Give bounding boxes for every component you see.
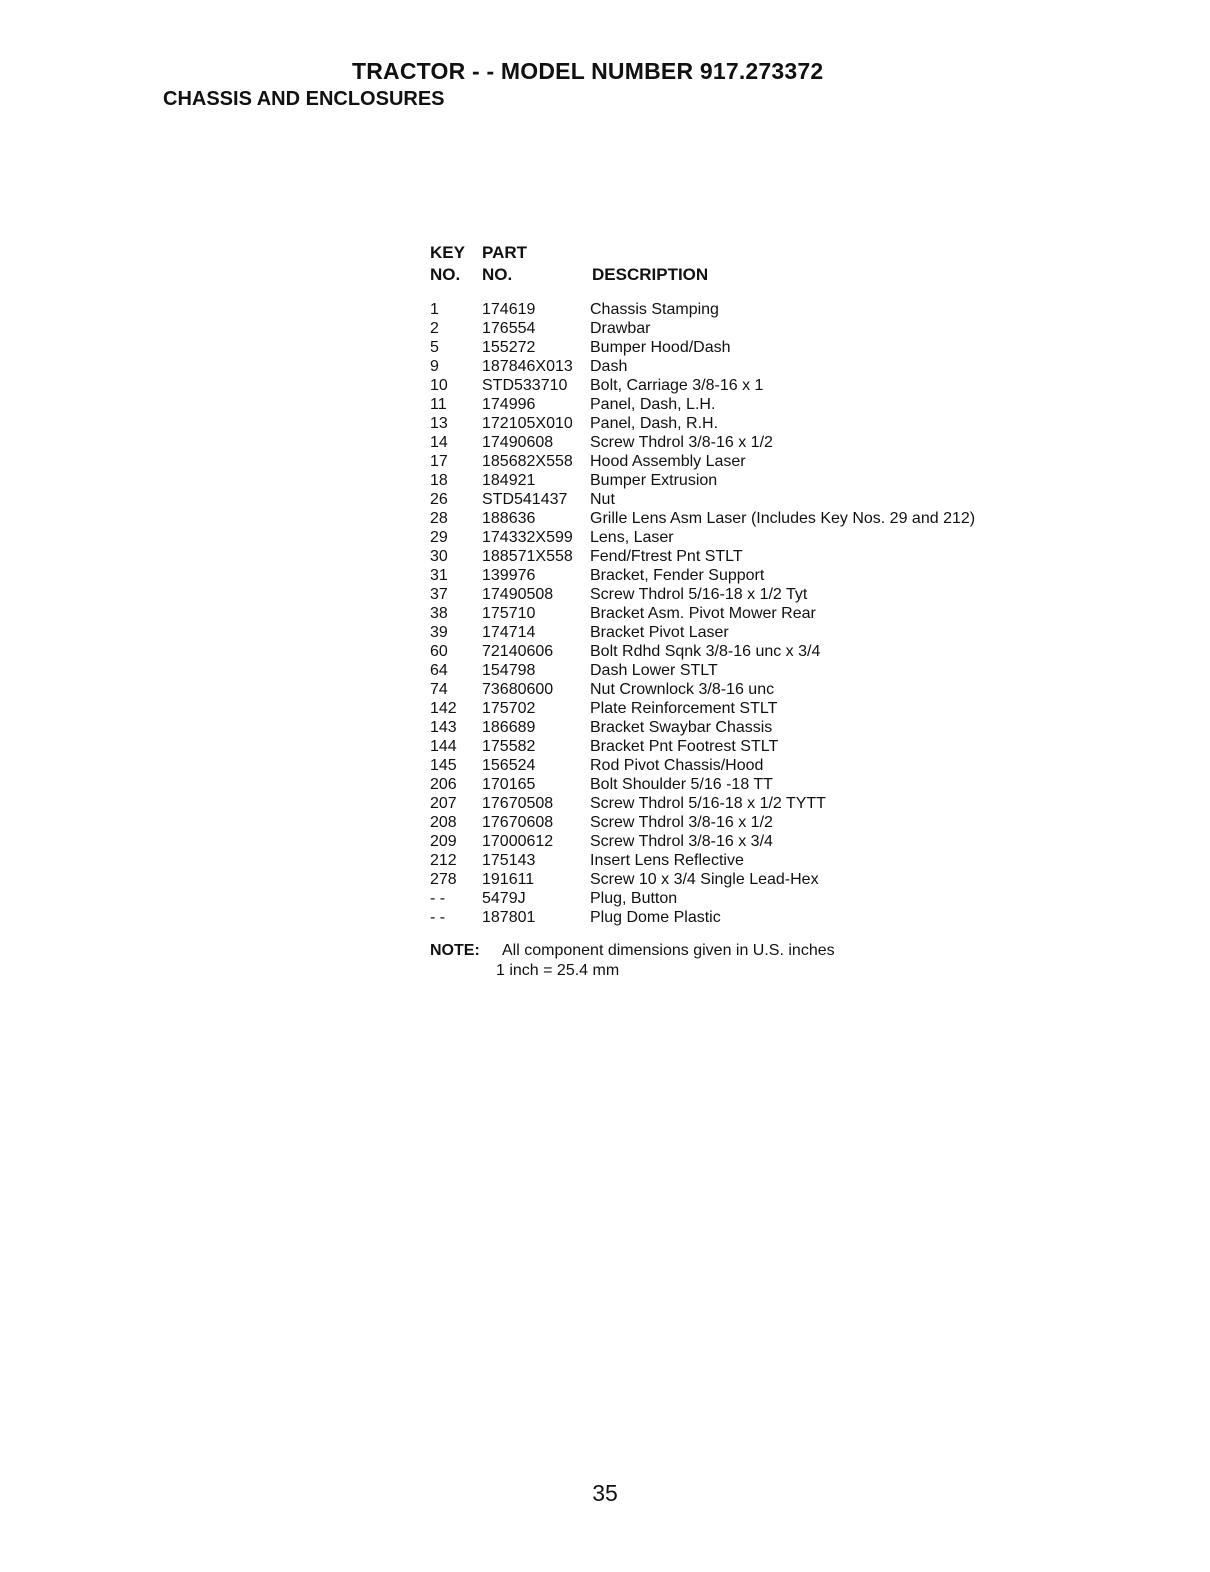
row-part-no: STD533710	[482, 377, 568, 394]
note-conversion: 1 inch = 25.4 mm	[496, 962, 620, 979]
header-key-line1: KEY	[430, 243, 465, 262]
row-key-no: 18	[430, 472, 448, 489]
row-description: Screw Thdrol 3/8-16 x 1/2	[590, 814, 773, 831]
row-part-no: 17670608	[482, 814, 554, 831]
row-key-no: 207	[430, 795, 457, 812]
row-description: Nut	[590, 491, 615, 508]
row-key-no: 28	[430, 510, 448, 527]
row-key-no: 39	[430, 624, 448, 641]
row-description: Chassis Stamping	[590, 301, 719, 318]
row-key-no: 30	[430, 548, 448, 565]
row-key-no: 60	[430, 643, 448, 660]
row-part-no: 176554	[482, 320, 536, 337]
row-part-no: 155272	[482, 339, 536, 356]
row-key-no: 13	[430, 415, 448, 432]
row-key-no: 1	[430, 301, 439, 318]
header-key-line2: NO.	[430, 265, 461, 284]
row-part-no: 154798	[482, 662, 536, 679]
row-key-no: 143	[430, 719, 457, 736]
row-part-no: 72140606	[482, 643, 554, 660]
header-description: DESCRIPTION	[592, 265, 709, 284]
row-key-no: 209	[430, 833, 457, 850]
row-part-no: 17490508	[482, 586, 554, 603]
note-label: NOTE:	[430, 942, 480, 959]
page-title: TRACTOR - - MODEL NUMBER 917.273372	[352, 58, 824, 84]
row-description: Bracket Swaybar Chassis	[590, 719, 773, 736]
row-key-no: 10	[430, 377, 448, 394]
row-part-no: 5479J	[482, 890, 526, 907]
row-part-no: 175582	[482, 738, 536, 755]
row-part-no: 175143	[482, 852, 536, 869]
row-description: Nut Crownlock 3/8-16 unc	[590, 681, 775, 698]
row-description: Screw Thdrol 3/8-16 x 1/2	[590, 434, 773, 451]
row-description: Bracket, Fender Support	[590, 567, 765, 584]
row-description: Bumper Hood/Dash	[590, 339, 731, 356]
row-part-no: 174996	[482, 396, 536, 413]
row-key-no: 206	[430, 776, 457, 793]
row-description: Bracket Pnt Footrest STLT	[590, 738, 779, 755]
row-key-no: 278	[430, 871, 457, 888]
row-key-no: 64	[430, 662, 448, 679]
row-part-no: 172105X010	[482, 415, 573, 432]
row-description: Panel, Dash, R.H.	[590, 415, 719, 432]
note-text: All component dimensions given in U.S. inches	[502, 942, 835, 959]
row-key-no: 5	[430, 339, 439, 356]
row-key-no: 37	[430, 586, 448, 603]
row-part-no: 17670508	[482, 795, 554, 812]
row-key-no: 2	[430, 320, 439, 337]
row-part-no: 170165	[482, 776, 536, 793]
row-key-no: - -	[430, 890, 446, 907]
row-description: Drawbar	[590, 320, 651, 337]
row-part-no: 186689	[482, 719, 536, 736]
row-key-no: 9	[430, 358, 439, 375]
row-part-no: 187801	[482, 909, 536, 926]
row-part-no: 174714	[482, 624, 536, 641]
row-part-no: 191611	[482, 871, 535, 888]
row-description: Dash Lower STLT	[590, 662, 718, 679]
row-part-no: 17490608	[482, 434, 554, 451]
row-description: Plate Reinforcement STLT	[590, 700, 778, 717]
header-part-line2: NO.	[482, 265, 513, 284]
row-part-no: 188571X558	[482, 548, 573, 565]
row-description: Screw 10 x 3/4 Single Lead-Hex	[590, 871, 819, 888]
row-description: Panel, Dash, L.H.	[590, 396, 716, 413]
row-description: Lens, Laser	[590, 529, 674, 546]
row-description: Bumper Extrusion	[590, 472, 718, 489]
row-description: Bolt, Carriage 3/8-16 x 1	[590, 377, 764, 394]
row-key-no: - -	[430, 909, 446, 926]
row-key-no: 144	[430, 738, 457, 755]
header-part-line1: PART	[482, 243, 528, 262]
page-number: 35	[592, 1480, 618, 1506]
row-key-no: 142	[430, 700, 457, 717]
row-part-no: 175702	[482, 700, 536, 717]
row-key-no: 212	[430, 852, 457, 869]
row-part-no: 187846X013	[482, 358, 573, 375]
row-description: Bolt Rdhd Sqnk 3/8-16 unc x 3/4	[590, 643, 821, 660]
row-part-no: 139976	[482, 567, 536, 584]
row-description: Grille Lens Asm Laser (Includes Key Nos. 29 and 212)	[590, 510, 976, 527]
row-description: Bolt Shoulder 5/16 -18 TT	[590, 776, 773, 793]
row-part-no: 184921	[482, 472, 536, 489]
row-key-no: 11	[430, 396, 447, 413]
row-description: Hood Assembly Laser	[590, 453, 746, 470]
row-key-no: 74	[430, 681, 448, 698]
row-description: Insert Lens Reflective	[590, 852, 744, 869]
row-key-no: 14	[430, 434, 448, 451]
row-part-no: 185682X558	[482, 453, 573, 470]
row-part-no: 174332X599	[482, 529, 573, 546]
row-description: Screw Thdrol 5/16-18 x 1/2 TYTT	[590, 795, 826, 812]
row-part-no: 73680600	[482, 681, 554, 698]
row-part-no: 174619	[482, 301, 536, 318]
row-part-no: STD541437	[482, 491, 568, 508]
row-description: Fend/Ftrest Pnt STLT	[590, 548, 743, 565]
row-key-no: 145	[430, 757, 457, 774]
row-key-no: 17	[430, 453, 448, 470]
row-description: Bracket Pivot Laser	[590, 624, 729, 641]
row-key-no: 26	[430, 491, 448, 508]
row-description: Rod Pivot Chassis/Hood	[590, 757, 764, 774]
row-key-no: 29	[430, 529, 448, 546]
row-part-no: 188636	[482, 510, 536, 527]
row-part-no: 175710	[482, 605, 536, 622]
row-part-no: 17000612	[482, 833, 554, 850]
row-description: Plug Dome Plastic	[590, 909, 721, 926]
row-description: Dash	[590, 358, 628, 375]
row-description: Screw Thdrol 3/8-16 x 3/4	[590, 833, 773, 850]
section-subtitle: CHASSIS AND ENCLOSURES	[163, 88, 445, 110]
row-part-no: 156524	[482, 757, 536, 774]
row-description: Bracket Asm. Pivot Mower Rear	[590, 605, 816, 622]
row-key-no: 38	[430, 605, 448, 622]
row-description: Plug, Button	[590, 890, 678, 907]
row-description: Screw Thdrol 5/16-18 x 1/2 Tyt	[590, 586, 808, 603]
row-key-no: 31	[430, 567, 448, 584]
row-key-no: 208	[430, 814, 457, 831]
